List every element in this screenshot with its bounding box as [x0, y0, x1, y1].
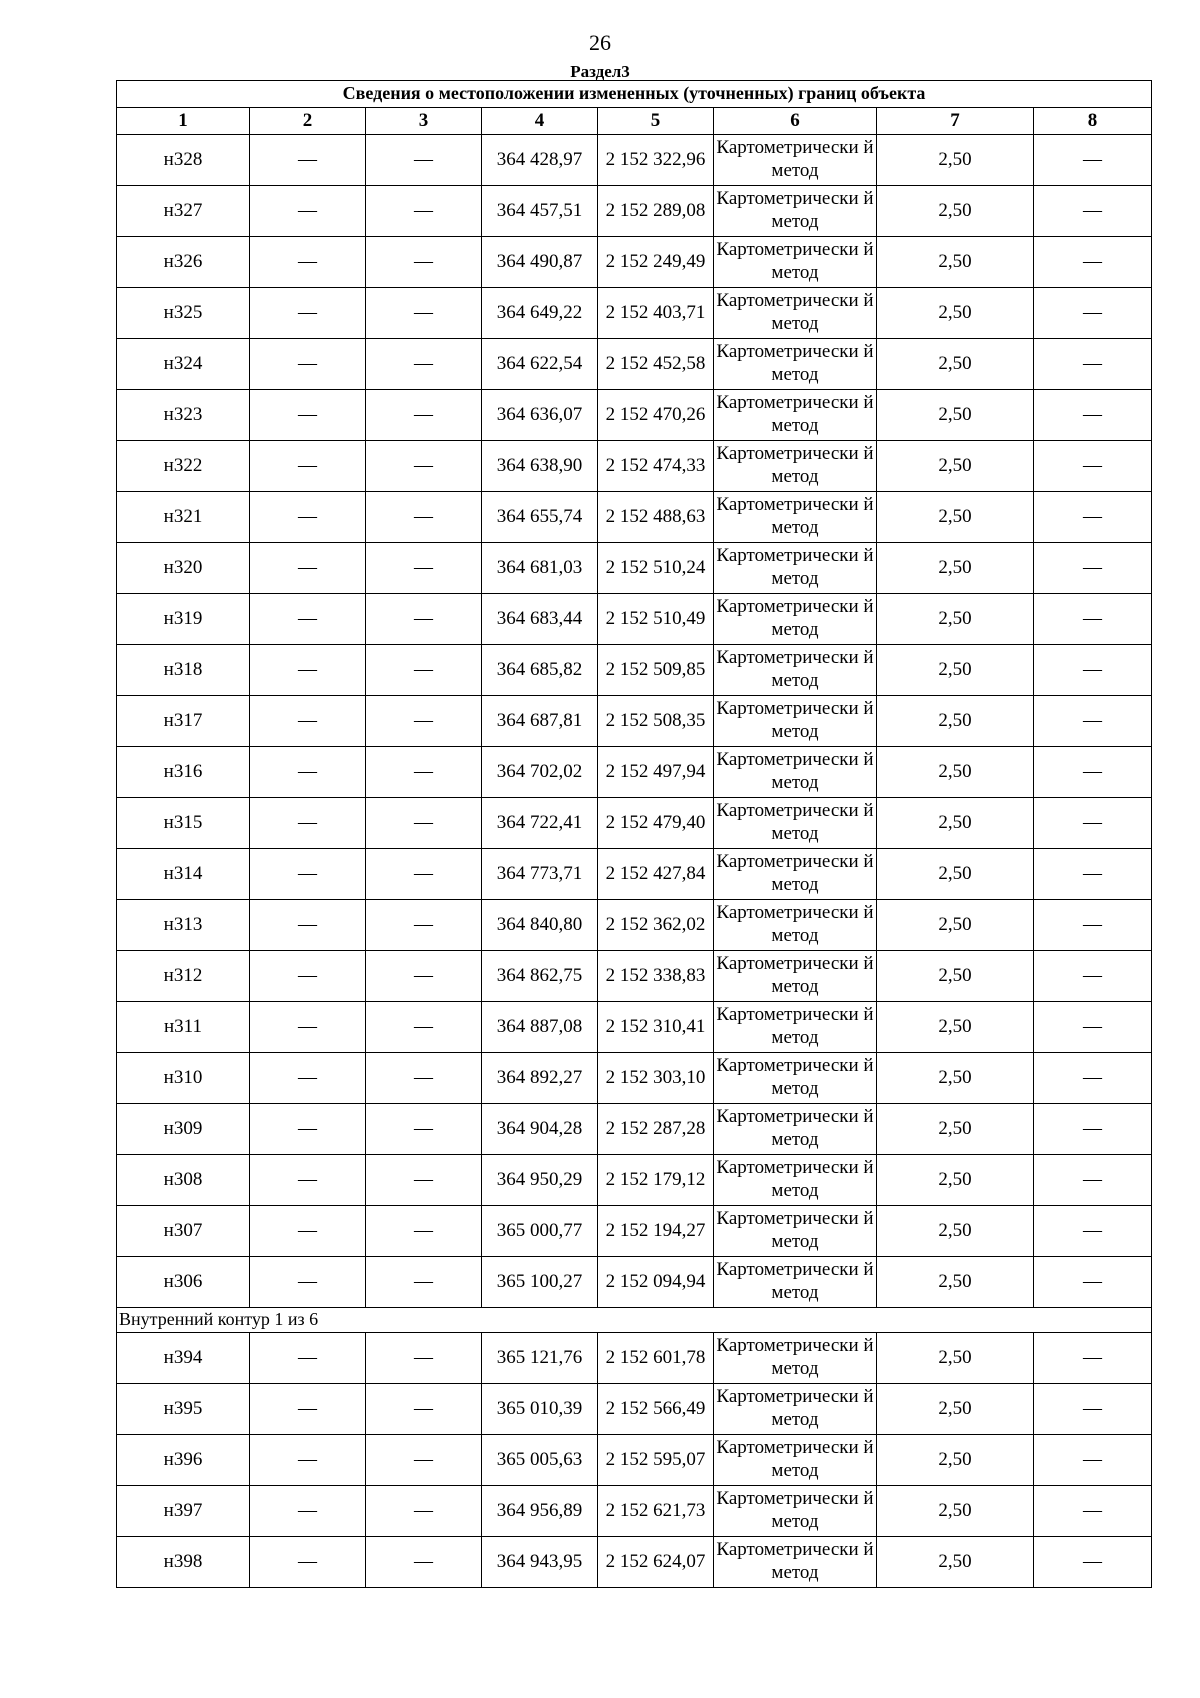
x-coordinate-cell: 364 956,89: [482, 1486, 598, 1537]
point-name-cell: н312: [117, 951, 250, 1002]
column-header-row: [117, 108, 1152, 135]
empty-dash-cell: —: [366, 849, 482, 900]
empty-dash-cell: —: [250, 849, 366, 900]
column-header: 5: [598, 108, 714, 135]
empty-dash-cell: —: [366, 951, 482, 1002]
empty-dash-cell: —: [1034, 849, 1152, 900]
empty-dash-cell: —: [1034, 1435, 1152, 1486]
table-row: [117, 288, 1152, 339]
empty-dash-cell: —: [366, 492, 482, 543]
y-coordinate-cell: 2 152 601,78: [598, 1333, 714, 1384]
empty-dash-cell: —: [250, 1333, 366, 1384]
empty-dash-cell: —: [1034, 1333, 1152, 1384]
table-caption-row: [117, 81, 1152, 108]
y-coordinate-cell: 2 152 470,26: [598, 390, 714, 441]
empty-dash-cell: —: [366, 696, 482, 747]
x-coordinate-cell: 365 010,39: [482, 1384, 598, 1435]
point-name-cell: н326: [117, 237, 250, 288]
x-coordinate-cell: 364 904,28: [482, 1104, 598, 1155]
column-header: 7: [877, 108, 1034, 135]
y-coordinate-cell: 2 152 488,63: [598, 492, 714, 543]
method-cell: Картометрически й метод: [714, 1002, 877, 1053]
point-name-cell: н306: [117, 1257, 250, 1308]
method-cell: Картометрически й метод: [714, 186, 877, 237]
x-coordinate-cell: 364 683,44: [482, 594, 598, 645]
empty-dash-cell: —: [1034, 1206, 1152, 1257]
y-coordinate-cell: 2 152 452,58: [598, 339, 714, 390]
empty-dash-cell: —: [366, 645, 482, 696]
empty-dash-cell: —: [1034, 186, 1152, 237]
y-coordinate-cell: 2 152 595,07: [598, 1435, 714, 1486]
accuracy-cell: 2,50: [877, 390, 1034, 441]
coordinates-table: [116, 80, 1152, 1588]
empty-dash-cell: —: [366, 1155, 482, 1206]
point-name-cell: н311: [117, 1002, 250, 1053]
table-row: [117, 1155, 1152, 1206]
method-cell: Картометрически й метод: [714, 237, 877, 288]
method-cell: Картометрически й метод: [714, 696, 877, 747]
y-coordinate-cell: 2 152 510,24: [598, 543, 714, 594]
table-row: [117, 237, 1152, 288]
contour-row: [117, 1308, 1152, 1333]
x-coordinate-cell: 364 428,97: [482, 135, 598, 186]
point-name-cell: н395: [117, 1384, 250, 1435]
table-row: [117, 1537, 1152, 1588]
table-row: [117, 1486, 1152, 1537]
x-coordinate-cell: 365 005,63: [482, 1435, 598, 1486]
empty-dash-cell: —: [250, 1155, 366, 1206]
method-cell: Картометрически й метод: [714, 1537, 877, 1588]
empty-dash-cell: —: [250, 747, 366, 798]
empty-dash-cell: —: [1034, 594, 1152, 645]
accuracy-cell: 2,50: [877, 849, 1034, 900]
empty-dash-cell: —: [366, 1053, 482, 1104]
empty-dash-cell: —: [250, 1002, 366, 1053]
empty-dash-cell: —: [1034, 1384, 1152, 1435]
accuracy-cell: 2,50: [877, 1537, 1034, 1588]
y-coordinate-cell: 2 152 497,94: [598, 747, 714, 798]
empty-dash-cell: —: [250, 339, 366, 390]
method-cell: Картометрически й метод: [714, 1206, 877, 1257]
empty-dash-cell: —: [250, 1384, 366, 1435]
x-coordinate-cell: 364 622,54: [482, 339, 598, 390]
method-cell: Картометрически й метод: [714, 288, 877, 339]
empty-dash-cell: —: [366, 1257, 482, 1308]
method-cell: Картометрически й метод: [714, 1257, 877, 1308]
accuracy-cell: 2,50: [877, 1002, 1034, 1053]
x-coordinate-cell: 364 655,74: [482, 492, 598, 543]
y-coordinate-cell: 2 152 310,41: [598, 1002, 714, 1053]
x-coordinate-cell: 364 887,08: [482, 1002, 598, 1053]
method-cell: Картометрически й метод: [714, 492, 877, 543]
point-name-cell: н319: [117, 594, 250, 645]
empty-dash-cell: —: [366, 1104, 482, 1155]
method-cell: Картометрически й метод: [714, 594, 877, 645]
y-coordinate-cell: 2 152 194,27: [598, 1206, 714, 1257]
accuracy-cell: 2,50: [877, 1486, 1034, 1537]
x-coordinate-cell: 364 649,22: [482, 288, 598, 339]
empty-dash-cell: —: [250, 645, 366, 696]
empty-dash-cell: —: [366, 747, 482, 798]
method-cell: Картометрически й метод: [714, 849, 877, 900]
table-row: [117, 1257, 1152, 1308]
table-row: [117, 849, 1152, 900]
point-name-cell: н318: [117, 645, 250, 696]
point-name-cell: н310: [117, 1053, 250, 1104]
empty-dash-cell: —: [366, 1537, 482, 1588]
method-cell: Картометрически й метод: [714, 1155, 877, 1206]
table-row: [117, 1206, 1152, 1257]
table-row: [117, 594, 1152, 645]
point-name-cell: н317: [117, 696, 250, 747]
point-name-cell: н394: [117, 1333, 250, 1384]
table-row: [117, 1053, 1152, 1104]
y-coordinate-cell: 2 152 287,28: [598, 1104, 714, 1155]
table-row: [117, 1384, 1152, 1435]
accuracy-cell: 2,50: [877, 1206, 1034, 1257]
x-coordinate-cell: 364 685,82: [482, 645, 598, 696]
x-coordinate-cell: 365 121,76: [482, 1333, 598, 1384]
table-row: [117, 186, 1152, 237]
empty-dash-cell: —: [250, 900, 366, 951]
empty-dash-cell: —: [1034, 696, 1152, 747]
method-cell: Картометрически й метод: [714, 1104, 877, 1155]
empty-dash-cell: —: [1034, 900, 1152, 951]
table-caption: Сведения о местоположении измененных (уточненных) границ объекта: [117, 81, 1152, 108]
column-header: 4: [482, 108, 598, 135]
accuracy-cell: 2,50: [877, 492, 1034, 543]
table-row: [117, 492, 1152, 543]
empty-dash-cell: —: [366, 798, 482, 849]
method-cell: Картометрически й метод: [714, 900, 877, 951]
column-header: 1: [117, 108, 250, 135]
point-name-cell: н316: [117, 747, 250, 798]
point-name-cell: н321: [117, 492, 250, 543]
point-name-cell: н308: [117, 1155, 250, 1206]
y-coordinate-cell: 2 152 094,94: [598, 1257, 714, 1308]
method-cell: Картометрически й метод: [714, 135, 877, 186]
empty-dash-cell: —: [366, 390, 482, 441]
y-coordinate-cell: 2 152 479,40: [598, 798, 714, 849]
point-name-cell: н313: [117, 900, 250, 951]
empty-dash-cell: —: [1034, 237, 1152, 288]
table-row: [117, 543, 1152, 594]
empty-dash-cell: —: [1034, 1104, 1152, 1155]
y-coordinate-cell: 2 152 179,12: [598, 1155, 714, 1206]
method-cell: Картометрически й метод: [714, 1053, 877, 1104]
method-cell: Картометрически й метод: [714, 951, 877, 1002]
point-name-cell: н328: [117, 135, 250, 186]
accuracy-cell: 2,50: [877, 1384, 1034, 1435]
point-name-cell: н309: [117, 1104, 250, 1155]
y-coordinate-cell: 2 152 403,71: [598, 288, 714, 339]
accuracy-cell: 2,50: [877, 339, 1034, 390]
empty-dash-cell: —: [1034, 492, 1152, 543]
table-row: [117, 390, 1152, 441]
point-name-cell: н325: [117, 288, 250, 339]
table-row: [117, 645, 1152, 696]
x-coordinate-cell: 364 636,07: [482, 390, 598, 441]
point-name-cell: н323: [117, 390, 250, 441]
y-coordinate-cell: 2 152 621,73: [598, 1486, 714, 1537]
empty-dash-cell: —: [1034, 798, 1152, 849]
empty-dash-cell: —: [250, 288, 366, 339]
empty-dash-cell: —: [250, 1053, 366, 1104]
method-cell: Картометрически й метод: [714, 543, 877, 594]
y-coordinate-cell: 2 152 289,08: [598, 186, 714, 237]
empty-dash-cell: —: [366, 594, 482, 645]
empty-dash-cell: —: [250, 543, 366, 594]
table-row: [117, 747, 1152, 798]
empty-dash-cell: —: [250, 1486, 366, 1537]
x-coordinate-cell: 364 638,90: [482, 441, 598, 492]
y-coordinate-cell: 2 152 474,33: [598, 441, 714, 492]
accuracy-cell: 2,50: [877, 1333, 1034, 1384]
accuracy-cell: 2,50: [877, 441, 1034, 492]
accuracy-cell: 2,50: [877, 594, 1034, 645]
point-name-cell: н398: [117, 1537, 250, 1588]
accuracy-cell: 2,50: [877, 645, 1034, 696]
y-coordinate-cell: 2 152 249,49: [598, 237, 714, 288]
x-coordinate-cell: 365 100,27: [482, 1257, 598, 1308]
point-name-cell: н397: [117, 1486, 250, 1537]
accuracy-cell: 2,50: [877, 288, 1034, 339]
method-cell: Картометрически й метод: [714, 1435, 877, 1486]
table-row: [117, 135, 1152, 186]
accuracy-cell: 2,50: [877, 543, 1034, 594]
method-cell: Картометрически й метод: [714, 747, 877, 798]
empty-dash-cell: —: [250, 441, 366, 492]
y-coordinate-cell: 2 152 427,84: [598, 849, 714, 900]
x-coordinate-cell: 364 687,81: [482, 696, 598, 747]
empty-dash-cell: —: [1034, 390, 1152, 441]
empty-dash-cell: —: [366, 1435, 482, 1486]
table-row: [117, 798, 1152, 849]
empty-dash-cell: —: [250, 1537, 366, 1588]
empty-dash-cell: —: [250, 186, 366, 237]
method-cell: Картометрически й метод: [714, 1333, 877, 1384]
empty-dash-cell: —: [250, 135, 366, 186]
accuracy-cell: 2,50: [877, 1155, 1034, 1206]
table-row: [117, 339, 1152, 390]
empty-dash-cell: —: [1034, 645, 1152, 696]
empty-dash-cell: —: [366, 1002, 482, 1053]
empty-dash-cell: —: [250, 1435, 366, 1486]
empty-dash-cell: —: [250, 492, 366, 543]
empty-dash-cell: —: [250, 594, 366, 645]
method-cell: Картометрически й метод: [714, 441, 877, 492]
y-coordinate-cell: 2 152 362,02: [598, 900, 714, 951]
method-cell: Картометрически й метод: [714, 390, 877, 441]
empty-dash-cell: —: [366, 900, 482, 951]
accuracy-cell: 2,50: [877, 237, 1034, 288]
empty-dash-cell: —: [250, 1206, 366, 1257]
empty-dash-cell: —: [1034, 1257, 1152, 1308]
method-cell: Картометрически й метод: [714, 339, 877, 390]
empty-dash-cell: —: [366, 543, 482, 594]
column-header: 3: [366, 108, 482, 135]
table-row: [117, 1435, 1152, 1486]
accuracy-cell: 2,50: [877, 747, 1034, 798]
empty-dash-cell: —: [366, 1206, 482, 1257]
empty-dash-cell: —: [366, 1486, 482, 1537]
accuracy-cell: 2,50: [877, 951, 1034, 1002]
table-row: [117, 1002, 1152, 1053]
accuracy-cell: 2,50: [877, 1257, 1034, 1308]
x-coordinate-cell: 364 681,03: [482, 543, 598, 594]
accuracy-cell: 2,50: [877, 798, 1034, 849]
method-cell: Картометрически й метод: [714, 1486, 877, 1537]
point-name-cell: н324: [117, 339, 250, 390]
x-coordinate-cell: 364 457,51: [482, 186, 598, 237]
accuracy-cell: 2,50: [877, 186, 1034, 237]
empty-dash-cell: —: [250, 390, 366, 441]
point-name-cell: н314: [117, 849, 250, 900]
table-row: [117, 951, 1152, 1002]
x-coordinate-cell: 365 000,77: [482, 1206, 598, 1257]
empty-dash-cell: —: [250, 237, 366, 288]
empty-dash-cell: —: [1034, 1002, 1152, 1053]
empty-dash-cell: —: [1034, 951, 1152, 1002]
table-row: [117, 900, 1152, 951]
empty-dash-cell: —: [1034, 1155, 1152, 1206]
x-coordinate-cell: 364 862,75: [482, 951, 598, 1002]
x-coordinate-cell: 364 840,80: [482, 900, 598, 951]
empty-dash-cell: —: [366, 339, 482, 390]
y-coordinate-cell: 2 152 510,49: [598, 594, 714, 645]
empty-dash-cell: —: [366, 237, 482, 288]
x-coordinate-cell: 364 722,41: [482, 798, 598, 849]
empty-dash-cell: —: [250, 1104, 366, 1155]
empty-dash-cell: —: [366, 1384, 482, 1435]
accuracy-cell: 2,50: [877, 1053, 1034, 1104]
x-coordinate-cell: 364 490,87: [482, 237, 598, 288]
accuracy-cell: 2,50: [877, 696, 1034, 747]
column-header: 6: [714, 108, 877, 135]
empty-dash-cell: —: [1034, 1486, 1152, 1537]
empty-dash-cell: —: [366, 1333, 482, 1384]
x-coordinate-cell: 364 892,27: [482, 1053, 598, 1104]
empty-dash-cell: —: [1034, 1053, 1152, 1104]
empty-dash-cell: —: [366, 288, 482, 339]
y-coordinate-cell: 2 152 508,35: [598, 696, 714, 747]
empty-dash-cell: —: [250, 696, 366, 747]
y-coordinate-cell: 2 152 338,83: [598, 951, 714, 1002]
page-number: 26: [589, 30, 611, 55]
empty-dash-cell: —: [1034, 441, 1152, 492]
empty-dash-cell: —: [250, 1257, 366, 1308]
table-row: [117, 441, 1152, 492]
y-coordinate-cell: 2 152 303,10: [598, 1053, 714, 1104]
section-title: Раздел3: [570, 62, 630, 81]
empty-dash-cell: —: [250, 951, 366, 1002]
y-coordinate-cell: 2 152 322,96: [598, 135, 714, 186]
x-coordinate-cell: 364 773,71: [482, 849, 598, 900]
point-name-cell: н396: [117, 1435, 250, 1486]
method-cell: Картометрически й метод: [714, 798, 877, 849]
empty-dash-cell: —: [1034, 135, 1152, 186]
empty-dash-cell: —: [1034, 339, 1152, 390]
column-header: 8: [1034, 108, 1152, 135]
empty-dash-cell: —: [250, 798, 366, 849]
x-coordinate-cell: 364 950,29: [482, 1155, 598, 1206]
empty-dash-cell: —: [1034, 543, 1152, 594]
column-header: 2: [250, 108, 366, 135]
accuracy-cell: 2,50: [877, 1104, 1034, 1155]
empty-dash-cell: —: [1034, 747, 1152, 798]
y-coordinate-cell: 2 152 509,85: [598, 645, 714, 696]
accuracy-cell: 2,50: [877, 1435, 1034, 1486]
method-cell: Картометрически й метод: [714, 645, 877, 696]
x-coordinate-cell: 364 702,02: [482, 747, 598, 798]
table-row: [117, 1333, 1152, 1384]
method-cell: Картометрически й метод: [714, 1384, 877, 1435]
accuracy-cell: 2,50: [877, 900, 1034, 951]
point-name-cell: н322: [117, 441, 250, 492]
empty-dash-cell: —: [366, 186, 482, 237]
empty-dash-cell: —: [366, 135, 482, 186]
empty-dash-cell: —: [1034, 288, 1152, 339]
table-row: [117, 696, 1152, 747]
point-name-cell: н320: [117, 543, 250, 594]
table-row: [117, 1104, 1152, 1155]
accuracy-cell: 2,50: [877, 135, 1034, 186]
point-name-cell: н315: [117, 798, 250, 849]
empty-dash-cell: —: [1034, 1537, 1152, 1588]
x-coordinate-cell: 364 943,95: [482, 1537, 598, 1588]
point-name-cell: н327: [117, 186, 250, 237]
y-coordinate-cell: 2 152 624,07: [598, 1537, 714, 1588]
point-name-cell: н307: [117, 1206, 250, 1257]
y-coordinate-cell: 2 152 566,49: [598, 1384, 714, 1435]
contour-label: Внутренний контур 1 из 6: [117, 1308, 1152, 1333]
empty-dash-cell: —: [366, 441, 482, 492]
